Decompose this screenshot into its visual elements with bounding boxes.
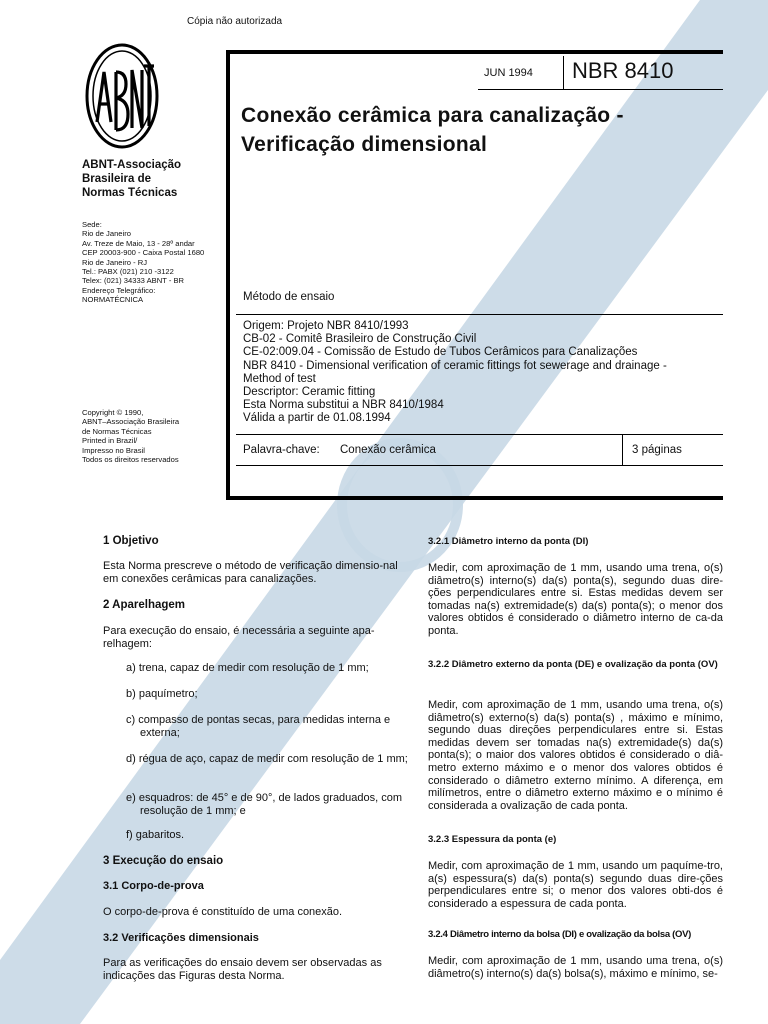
date-divider [563, 56, 564, 90]
section-3-2-1-title: 3.2.1 Diâmetro interno da ponta (DI) [428, 536, 589, 547]
section-3-1-title: 3.1 Corpo-de-prova [103, 880, 204, 892]
frame-top-rule [226, 50, 723, 54]
origin-line: NBR 8410 - Dimensional verification of ceramic fittings fot sewerage and drainage - [243, 359, 667, 372]
section-3-2-3-text: Medir, com aproximação de 1 mm, usando um paquíme-tro, a(s) espessura(s) da(s) ponta(s) segundo duas dire-ções perpendiculares entre si; o menor dos valores obti-dos é considerado a espessura de cada ponta. [428, 860, 723, 910]
page-count: 3 páginas [632, 444, 682, 456]
section-3-2-3-title: 3.2.3 Espessura da ponta (e) [428, 834, 557, 845]
section-2-intro: Para execução do ensaio, é necessária a seguinte apa-relhagem: [103, 625, 375, 650]
keyword-value: Conexão cerâmica [340, 444, 436, 456]
section-3-2-4-title: 3.2.4 Diâmetro interno da bolsa (DI) e ovalização da bolsa (OV) [428, 929, 692, 940]
method-type: Método de ensaio [243, 291, 335, 303]
org-line: Normas Técnicas [82, 187, 178, 199]
section-3-2-2-text: Medir, com aproximação de 1 mm, usando uma trena, o(s) diâmetro(s) externo(s) da(s) ponta(s) , máximo e mínimo, segundo duas direções perpendiculares entre si. Estas medidas devem ser tomadas na(s) extremidade(s) da(s) ponta(s); o maior dos valores obtidos é considerado o diâ-metro externo máximo e o menor dos valores obtidos é considerado o diâmetro externo mínimo. A diferença, em milímetros, entre o diâmetro externo máximo e o mínimo é considerada a ovalização de cada ponta. [428, 699, 723, 812]
origin-line: Descriptor: Ceramic fitting [243, 386, 376, 399]
publication-date: JUN 1994 [484, 67, 533, 79]
section-1-title: 1 Objetivo [103, 535, 159, 547]
equipment-item-a: a) trena, capaz de medir com resolução de 1 mm; [126, 662, 369, 674]
equipment-item-d: d) régua de aço, capaz de medir com resolução de 1 mm; [126, 753, 408, 765]
document-title [241, 101, 711, 159]
section-3-2-1-text: Medir, com aproximação de 1 mm, usando uma trena, o(s) diâmetro(s) interno(s) da(s) ponta(s), segundo duas dire-ções perpendiculares entre si. Estas medidas devem ser tomadas na(s) extremidade(s) da(s) ponta(s); o menor dos valores obtidos é considerado o diâmetro interno de ca-da ponta. [428, 562, 723, 637]
origin-line: Válida a partir de 01.08.1994 [243, 412, 391, 425]
keyword-divider [622, 435, 623, 465]
section-3-2-4-text: Medir, com aproximação de 1 mm, usando uma trena, o(s) diâmetro(s) interno(s) da(s) bolsa(s), máximo e mínimo, se- [428, 955, 723, 980]
equipment-item-b: b) paquímetro; [126, 688, 198, 700]
section-2-title: 2 Aparelhagem [103, 599, 186, 611]
section-1-text: Esta Norma prescreve o método de verificação dimensio-nal em conexões cerâmicas para canalizações. [103, 560, 398, 585]
equipment-item-e: e) esquadros: de 45° e de 90°, de lados graduados, com resolução de 1 mm; e [126, 792, 403, 817]
copyright-block: Copyright © 1990, ABNT–Associação Brasileira de Normas Técnicas Printed in Brazil/ Impresso no Brasil Todos os direitos reservados [82, 408, 180, 465]
origin-block [243, 320, 723, 426]
origin-line: Esta Norma substitui a NBR 8410/1984 [243, 399, 444, 412]
title-line: Conexão cerâmica para canalização - [241, 104, 624, 127]
origin-line: Method of test [243, 372, 316, 385]
equipment-item-f: f) gabaritos. [126, 829, 185, 841]
org-line: Brasileira de [82, 173, 152, 185]
abnt-logo-icon [84, 42, 160, 150]
origin-line: CB-02 - Comitê Brasileiro de Construção Civil [243, 333, 477, 346]
section-3-title: 3 Execução do ensaio [103, 855, 224, 867]
origin-line: Origem: Projeto NBR 8410/1993 [243, 320, 409, 332]
address-block: Sede: Rio de Janeiro Av. Treze de Maio, 13 - 28º andar CEP 20003-900 - Caixa Postal 1680 Rio de Janeiro - RJ Tel.: PABX (021) 210 -3122 Telex: (021) 34333 ABNT - BR Endereço Telegráfico: NORMATÉCNICA [82, 220, 205, 305]
copy-notice: Cópia não autorizada [187, 16, 283, 27]
rule [236, 314, 723, 315]
rule [236, 465, 723, 466]
date-underline [478, 89, 723, 90]
organization-name [82, 158, 222, 200]
standard-code: NBR 8410 [572, 58, 674, 83]
section-3-2-2-title: 3.2.2 Diâmetro externo da ponta (DE) e ovalização da ponta (OV) [428, 659, 718, 670]
rule [236, 434, 723, 435]
keyword-label: Palavra-chave: [243, 444, 320, 456]
origin-line: CE-02:009.04 - Comissão de Estudo de Tubos Cerâmicos para Canalizações [243, 346, 638, 359]
org-line: ABNT-Associação [82, 159, 182, 171]
frame-vertical-rule [226, 50, 230, 500]
section-3-2-title: 3.2 Verificações dimensionais [103, 932, 259, 944]
section-3-1-text: O corpo-de-prova é constituído de uma conexão. [103, 906, 343, 918]
equipment-item-c: c) compasso de pontas secas, para medidas interna e externa; [126, 714, 391, 739]
section-3-2-text: Para as verificações do ensaio devem ser observadas as indicações das Figuras desta Norma. [103, 957, 382, 982]
frame-bottom-rule [226, 496, 723, 500]
title-line: Verificação dimensional [241, 133, 488, 156]
